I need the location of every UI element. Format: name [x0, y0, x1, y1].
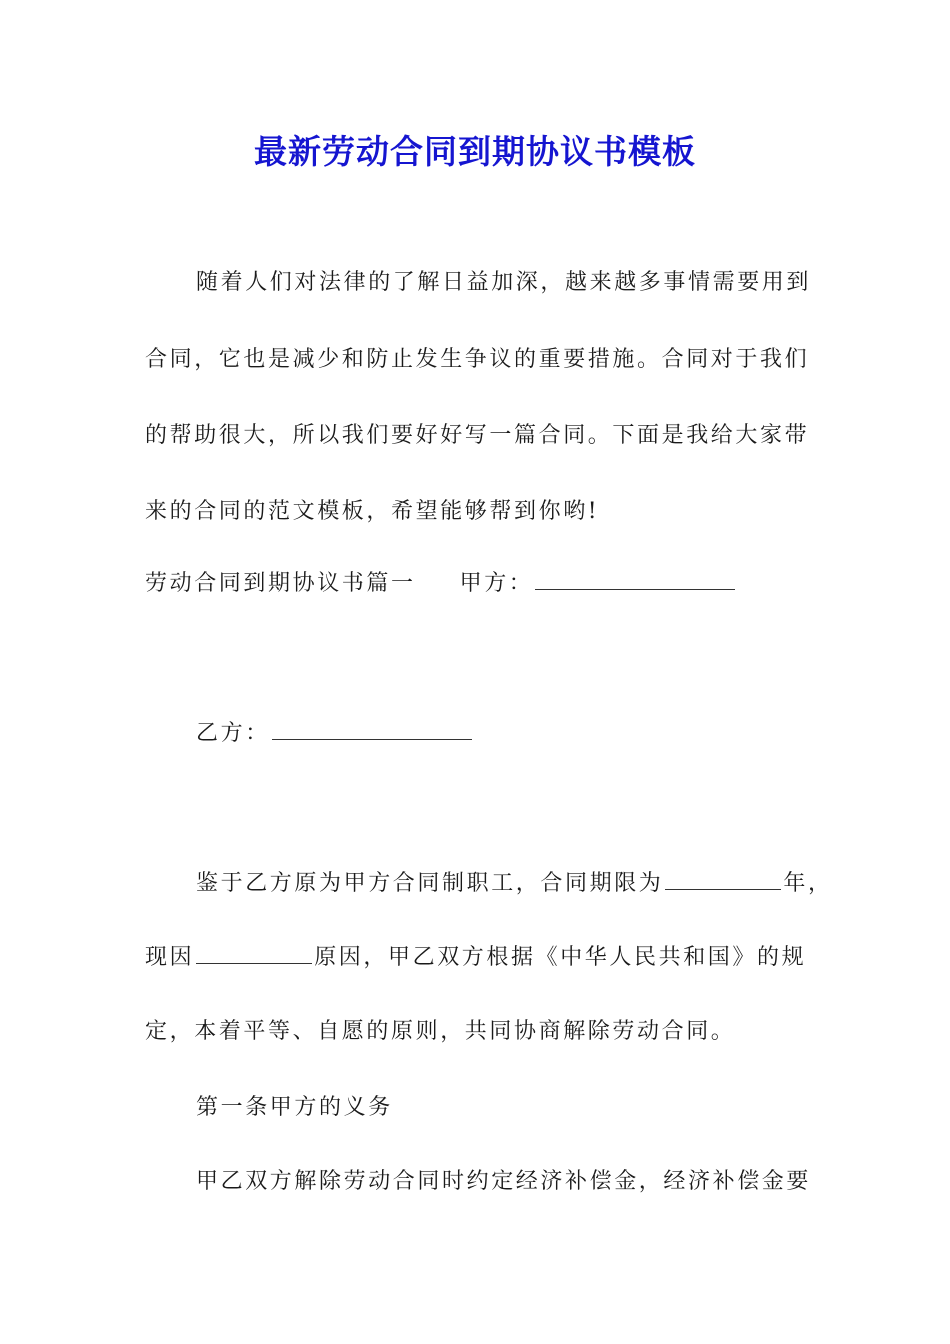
clause-line-2	[145, 940, 825, 976]
clause-line-1-text: 鉴于乙方原为甲方合同制职工，合同期限为	[196, 871, 664, 896]
section-heading: 劳动合同到期协议书篇一	[145, 571, 416, 596]
party-a-blank	[535, 567, 735, 590]
clause-line-1	[196, 866, 876, 902]
article-1-text: 甲乙双方解除劳动合同时约定经济补偿金，经济补偿金要	[196, 1169, 812, 1194]
reason-blank	[196, 941, 312, 964]
section-heading-row	[145, 566, 825, 602]
party-b-blank	[272, 717, 472, 740]
contract-years-blank	[665, 867, 781, 890]
clause-line-3: 定，本着平等、自愿的原则，共同协商解除劳动合同。	[145, 1019, 736, 1044]
clause-line-2-text: 原因，甲乙双方根据《中华人民共和国》的规	[314, 945, 807, 970]
party-b-row	[196, 716, 876, 752]
clause-line-1-suffix: 年，	[783, 871, 833, 896]
document-title: 最新劳动合同到期协议书模板	[254, 132, 696, 171]
intro-line-4: 来的合同的范文模板，希望能够帮到你哟!	[145, 499, 600, 524]
intro-line-2: 合同，它也是减少和防止发生争议的重要措施。合同对于我们	[145, 347, 810, 372]
intro-line-3: 的帮助很大，所以我们要好好写一篇合同。下面是我给大家带	[145, 423, 810, 448]
article-1-heading: 第一条甲方的义务	[196, 1095, 393, 1120]
party-b-label: 乙方：	[196, 721, 270, 746]
intro-line-1: 随着人们对法律的了解日益加深，越来越多事情需要用到	[196, 270, 812, 295]
clause-line-2-prefix: 现因	[145, 945, 195, 970]
party-a-label: 甲方：	[459, 571, 534, 596]
